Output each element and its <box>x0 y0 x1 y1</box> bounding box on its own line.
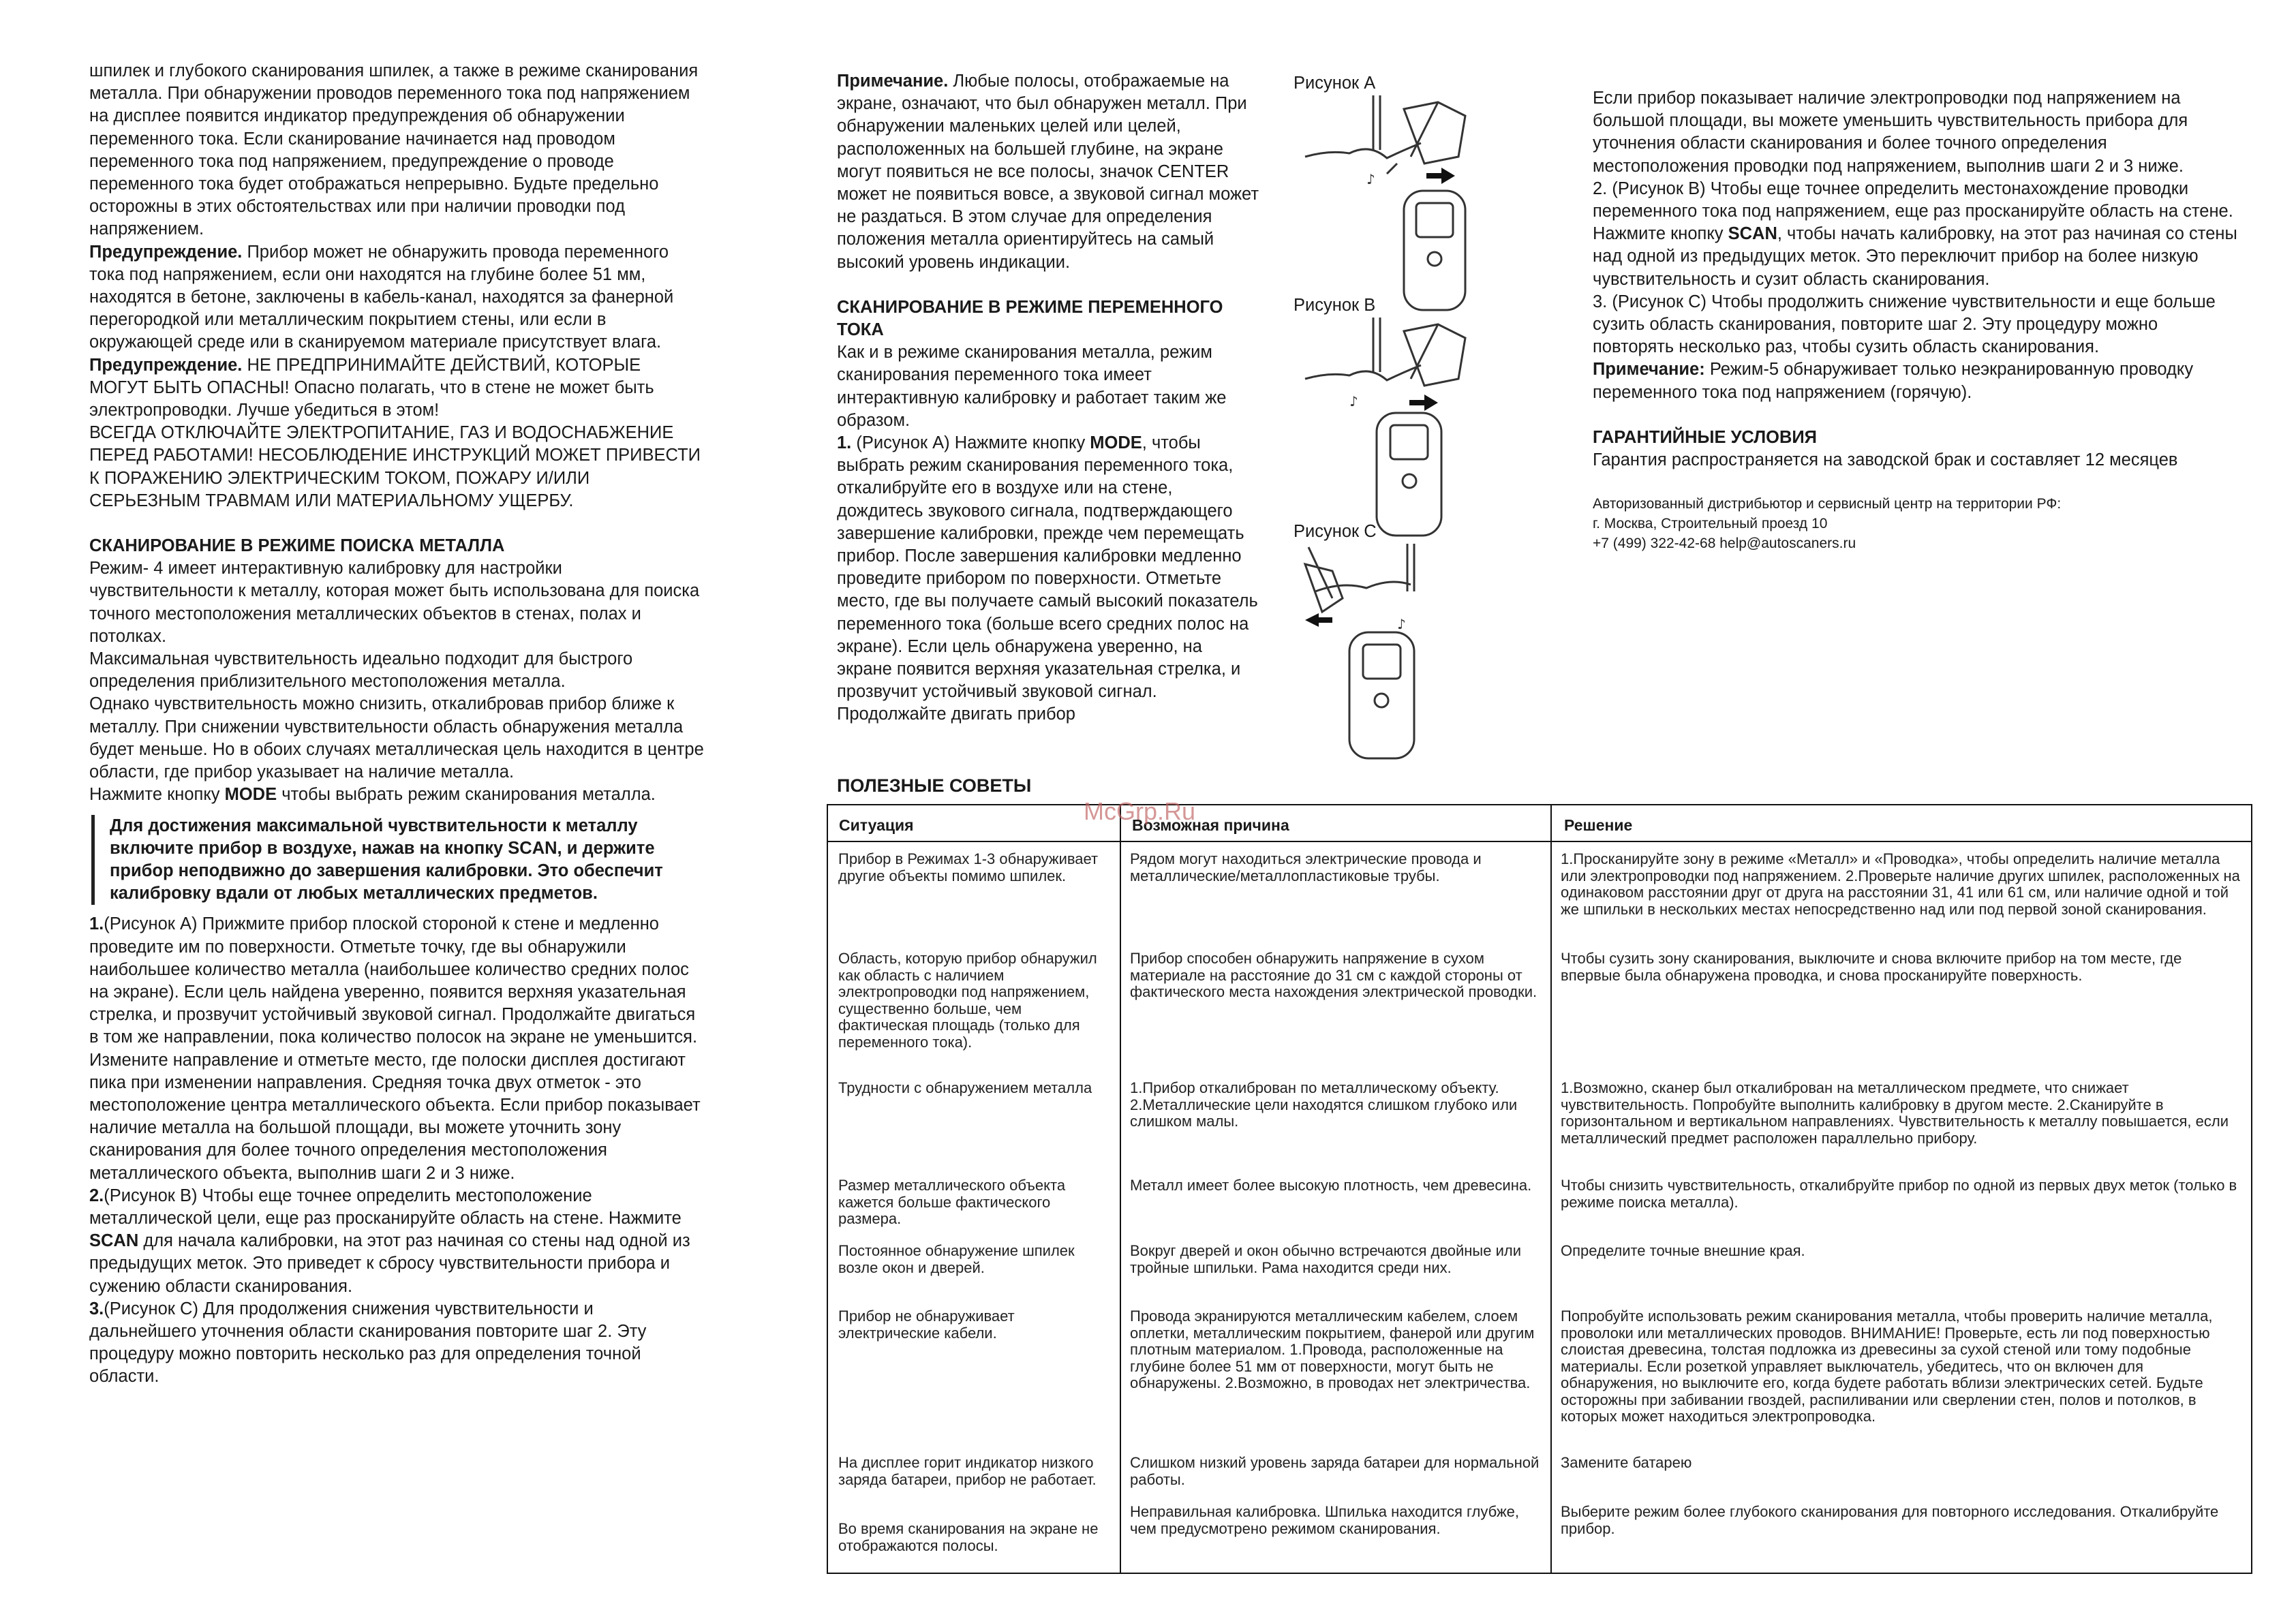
paragraph-note-bars: Примечание. Любые полосы, отображаемые на экране, означают, что был обнаружен металл. При обнаружении маленьких целей или целей, расположенных на большей глубине, на экране могут появиться не все полосы, значок CENTER может не появиться вовсе, а звуковой сигнал может не раздаться. В этом случае для определения положения металла ориентируйтесь на самый высокий уровень индикации. <box>837 72 1259 272</box>
left-column <box>89 60 704 1389</box>
figure-c-illustration <box>1302 544 1486 769</box>
tips-title: ПОЛЕЗНЫЕ СОВЕТЫ <box>837 775 1032 796</box>
figure-b-illustration <box>1302 318 1486 542</box>
table-cell-cause: Провода экранируются металлическим кабелем, слоем оплетки, металлическим покрытием, фанерой или другим плотным материалом. 1.Провода, расположенные на глубине более 51 мм от поверхности, могут быть не обнаружены. 2.Возможно, в проводах нет электричества. <box>1130 1308 1535 1391</box>
warning-label: Предупреждение. <box>89 355 243 375</box>
table-cell-cause: Вокруг дверей и окон обычно встречаются двойные или тройные шпильки. Рама находится среди них. <box>1130 1242 1522 1276</box>
table-cell-situation: Постоянное обнаружение шпилек возле окон и дверей. <box>838 1242 1075 1276</box>
table-cell-situation: Трудности с обнаружением металла <box>838 1079 1092 1096</box>
step-2-metal: 2.(Рисунок В) Чтобы еще точнее определить местоположение металлической цели, еще раз просканируйте область на стене. Нажмите SCAN для начала калибровки, на этот раз начиная со стены над одной из предыдущих меток. Это приведет к сбросу чувствительности прибора и сужению области сканирования. <box>89 1186 690 1296</box>
table-cell-situation: На дисплее горит индикатор низкого заряда батареи, прибор не работает. <box>838 1454 1097 1488</box>
heading-warranty: ГАРАНТИЙНЫЕ УСЛОВИЯ <box>1593 427 1818 447</box>
table-cell-situation: Размер металлического объекта кажется больше фактического размера. <box>838 1177 1066 1227</box>
column-divider <box>1550 805 1552 1573</box>
step-3-ac: 3. (Рисунок С) Чтобы продолжить снижение чувствительности и еще больше сузить область сканирования, повторите шаг 2. Эту процедуру можно повторять несколько раз, чтобы сузить область сканирования. <box>1593 292 2216 357</box>
paragraph-ac-warning-intro: шпилек и глубокого сканирования шпилек, а также в режиме сканирования металла. При обнаружении проводов переменного тока под напряжением на дисплее появится индикатор предупреждения об обнаружении переменного тока. Если сканирование начинается над проводом переменного тока под напряжением, предупреждение о проводе переменного тока будет отображаться непрерывно. Будьте предельно осторожны в этих обстоятельствах или при наличии проводки под напряжением. <box>89 61 699 239</box>
paragraph-large-area: Если прибор показывает наличие электропроводки под напряжением на большой площади, вы можете уменьшить чувствительность прибора для уточнения области сканирования и более точного определения местоположения проводки под напряжением, выполнив шаги 2 и 3 ниже. <box>1593 89 2188 176</box>
table-cell-situation: Прибор в Режимах 1-3 обнаруживает другие объекты помимо шпилек. <box>838 850 1099 884</box>
table-cell-cause: Неправильная калибровка. Шпилька находится глубже, чем предусмотрено режимом сканирования. <box>1130 1503 1520 1537</box>
paragraph-press-mode: Нажмите кнопку MODE чтобы выбрать режим сканирования металла. <box>89 785 656 805</box>
tips-table <box>827 804 2252 1574</box>
step-1-ac: 1. (Рисунок А) Нажмите кнопку MODE, чтобы выбрать режим сканирования переменного тока, откалибруйте его в воздухе или на стене, дождитесь звукового сигнала, подтверждающего завершение калибровки, прежде чем перемещать прибор. После завершения калибровки медленно проведите прибором по поверхности. Отметьте место, где вы получаете самый высокий показатель переменного тока (больше всего средних полос на экране). Если цель обнаружена уверенно, на экране появится верхняя указательная стрелка, и прозвучит устойчивый звуковой сигнал. Продолжайте двигать прибор <box>837 433 1258 724</box>
column-divider <box>1120 805 1121 1573</box>
table-cell-cause: Прибор способен обнаружить напряжение в сухом материале на расстояние до 31 см с каждой стороны от фактического места нахождения электрической проводки. <box>1130 950 1537 1000</box>
table-cell-solution: Выберите режим более глубокого сканирования для повторного исследования. Откалибруйте прибор. <box>1561 1503 2219 1537</box>
table-header-row <box>828 805 2251 842</box>
table-cell-situation: Область, которую прибор обнаружил как область с наличием электропроводки под напряжением, существенно больше, чем фактическая площадь (только для переменного тока). <box>838 950 1097 1051</box>
paragraph-warning-danger: Предупреждение. НЕ ПРЕДПРИНИМАЙТЕ ДЕЙСТВИЙ, КОТОРЫЕ МОГУТ БЫТЬ ОПАСНЫ! Опасно полагать, что в стене не может быть электропроводки. Лучше убедиться в этом! <box>89 355 654 420</box>
heading-metal-scan: СКАНИРОВАНИЕ В РЕЖИМЕ ПОИСКА МЕТАЛЛА <box>89 536 505 556</box>
header-cause: Возможная причина <box>1132 816 1289 834</box>
right-column <box>1593 87 2244 553</box>
table-cell-solution: Замените батарею <box>1561 1454 1692 1471</box>
paragraph-ac-intro: Как и в режиме сканирования металла, режим сканирования переменного тока имеет интерактивную калибровку и работает таким же образом. <box>837 343 1227 430</box>
figure-a-label: Рисунок А <box>1294 74 1376 93</box>
step-3-metal: 3.(Рисунок С) Для продолжения снижения чувствительности и дальнейшего уточнения области сканирования повторите шаг 2. Эту процедуру можно повторить несколько раз для определения точной области. <box>89 1299 647 1387</box>
table-cell-solution: Попробуйте использовать режим сканирования металла, чтобы проверить наличие металла, проволоки или металлических проводов. ВНИМАНИЕ! Проверьте, есть ли под поверхностью слоистая древесина, толстая подложка из древесины за сухой стеной или тому подобные материалы. Если розеткой управляет выключатель, убедитесь, что он включен для обнаружения, но выключите его, когда будете работать вблизи электрических сетей. Будьте осторожны при забивании гвоздей, распиливании или сверлении стен, полов и потолков, в которых может находиться электропроводка. <box>1561 1308 2213 1425</box>
figure-b-label: Рисунок В <box>1294 296 1376 315</box>
table-cell-solution: Чтобы снизить чувствительность, откалибруйте прибор по одной из первых двух меток (только в режиме поиска металла). <box>1561 1177 2237 1211</box>
table-cell-cause: 1.Прибор откалиброван по металлическому объекту. 2.Металлические цели находятся слишком глубоко или слишком малы. <box>1130 1079 1518 1130</box>
table-cell-cause: Слишком низкий уровень заряда батареи для нормальной работы. <box>1130 1454 1540 1488</box>
paragraph-warranty: Гарантия распространяется на заводской брак и составляет 12 месяцев <box>1593 450 2178 470</box>
watermark: McGrp.Ru <box>1084 797 1196 825</box>
figure-c-label: Рисунок С <box>1294 522 1377 541</box>
svg-text:♪: ♪ <box>1397 616 1406 632</box>
table-cell-solution: Чтобы сузить зону сканирования, выключите и снова включите прибор на том месте, где впервые была обнаружена проводка, и снова просканируйте поверхность. <box>1561 950 2182 984</box>
table-cell-solution: 1.Возможно, сканер был откалиброван на металлическом предмете, что снижает чувствительность. Попробуйте выполнить калибровку в другом месте. 2.Сканируйте в горизонтальном и вертикальном направлениях. Чувствительность к металлу повышается, если металлический предмет расположен параллельно прибору. <box>1561 1079 2229 1147</box>
figure-a-illustration <box>1302 95 1486 320</box>
header-situation: Ситуация <box>839 816 914 834</box>
table-cell-situation: Во время сканирования на экране не отображаются полосы. <box>838 1520 1099 1554</box>
heading-ac-scan: СКАНИРОВАНИЕ В РЕЖИМЕ ПЕРЕМЕННОГО ТОКА <box>837 297 1223 340</box>
svg-text:♪: ♪ <box>1366 171 1375 187</box>
paragraph-caps-warning: ВСЕГДА ОТКЛЮЧАЙТЕ ЭЛЕКТРОПИТАНИЕ, ГАЗ И ВОДОСНАБЖЕНИЕ ПЕРЕД РАБОТАМИ! НЕСОБЛЮДЕНИЕ ИНСТРУКЦИЙ МОЖЕТ ПРИВЕСТИ К ПОРАЖЕНИЮ ЭЛЕКТРИЧЕСКИМ ТОКОМ, ПОЖАРУ И/ИЛИ СЕРЬЕЗНЫМ ТРАВМАМ ИЛИ МАТЕРИАЛЬНОМУ УЩЕРБУ. <box>89 423 701 510</box>
header-solution: Решение <box>1564 816 1633 834</box>
distributor-address: г. Москва, Строительный проезд 10 <box>1593 516 1828 532</box>
table-cell-solution: 1.Просканируйте зону в режиме «Металл» и «Проводка», чтобы определить наличие металла или электропроводки под напряжением. 2.Проверьте наличие других шпилек, расположенных на одинаковом расстоянии друг от друга на расстоянии 31, 41 или 61 см, или наличие одной и той же шпильки в нескольких местах непосредственно над или под первой зоной сканирования. <box>1561 850 2240 918</box>
table-cell-cause: Рядом могут находиться электрические провода и металлические/металлопластиковые трубы. <box>1130 850 1482 884</box>
step-2-ac: 2. (Рисунок В) Чтобы еще точнее определить местонахождение проводки переменного тока под напряжением, еще раз просканируйте область на стене. Нажмите кнопку SCAN, чтобы начать калибровку, на этот раз начиная со стены над одной из предыдущих меток. Это переключит прибор на более низкую чувствительность и сузит область сканирования. <box>1593 179 2237 289</box>
middle-column <box>837 70 1259 726</box>
table-cell-solution: Определите точные внешние края. <box>1561 1242 1805 1259</box>
table-cell-situation: Прибор не обнаруживает электрические кабели. <box>838 1308 1015 1342</box>
paragraph-mode4: Режим- 4 имеет интерактивную калибровку для настройки чувствительности к металлу, которая может быть использована для поиска точного местоположения металлических объектов в стенах, полах и потолках. <box>89 559 700 646</box>
table-cell-cause: Металл имеет более высокую плотность, чем древесина. <box>1130 1177 1532 1194</box>
paragraph-max-sensitivity: Максимальная чувствительность идеально подходит для быстрого определения приблизительного местоположения металла. <box>89 649 633 692</box>
paragraph-note-mode5: Примечание: Режим-5 обнаруживает только неэкранированную проводку переменного тока под напряжением (горячую). <box>1593 360 2194 402</box>
callout-calibration: Для достижения максимальной чувствительности к металлу включите прибор в воздухе, нажав на кнопку SCAN, и держите прибор неподвижно до завершения калибровки. Это обеспечит калибровку вдали от любых металлических предметов. <box>91 815 704 906</box>
paragraph-reduce-sensitivity: Однако чувствительность можно снизить, откалибровав прибор ближе к металлу. При снижении чувствительности область обнаружения металла будет меньше. Но в обоих случаях металлическая цель находится в центре области, где прибор указывает на наличие металла. <box>89 694 704 782</box>
distributor-line-1: Авторизованный дистрибьютор и сервисный центр на территории РФ: <box>1593 496 2062 512</box>
distributor-contacts: +7 (499) 322-42-68 help@autoscaners.ru <box>1593 536 1856 552</box>
step-1-metal: 1.(Рисунок А) Прижмите прибор плоской стороной к стене и медленно проведите им по поверхности. Отметьте точку, где вы обнаружили наибольшее количество металла (наибольшее количество средних полос на экране). Если цель найдена уверенно, появится верхняя указательная стрелка, и прозвучит устойчивый звуковой сигнал. Продолжайте двигаться в том же направлении, пока количество полосок на экране не уменьшится. Измените направление и отметьте место, где полоски дисплея достигают пика при изменении направления. Средняя точка двух отметок - это местоположение центра металлического объекта. Если прибор показывает наличие металла на большой площади, вы можете уточнить зону сканирования для более точного определения местоположения металлического объекта, выполнив шаги 2 и 3 ниже. <box>89 914 701 1183</box>
arrow-icon <box>1426 168 1455 184</box>
svg-text:♪: ♪ <box>1349 393 1358 409</box>
paragraph-warning-depth: Предупреждение. Прибор может не обнаружить провода переменного тока под напряжением, если они находятся на глубине более 51 мм, находятся в бетоне, заключены в кабель-канал, находятся за фанерной перегородкой или металлическим покрытием стены, или если в окружающей среде или в сканируемом материале присутствует влага. <box>89 242 674 352</box>
warning-label: Предупреждение. <box>89 242 243 262</box>
arrow-icon <box>1409 395 1438 411</box>
arrow-icon <box>1305 613 1332 627</box>
